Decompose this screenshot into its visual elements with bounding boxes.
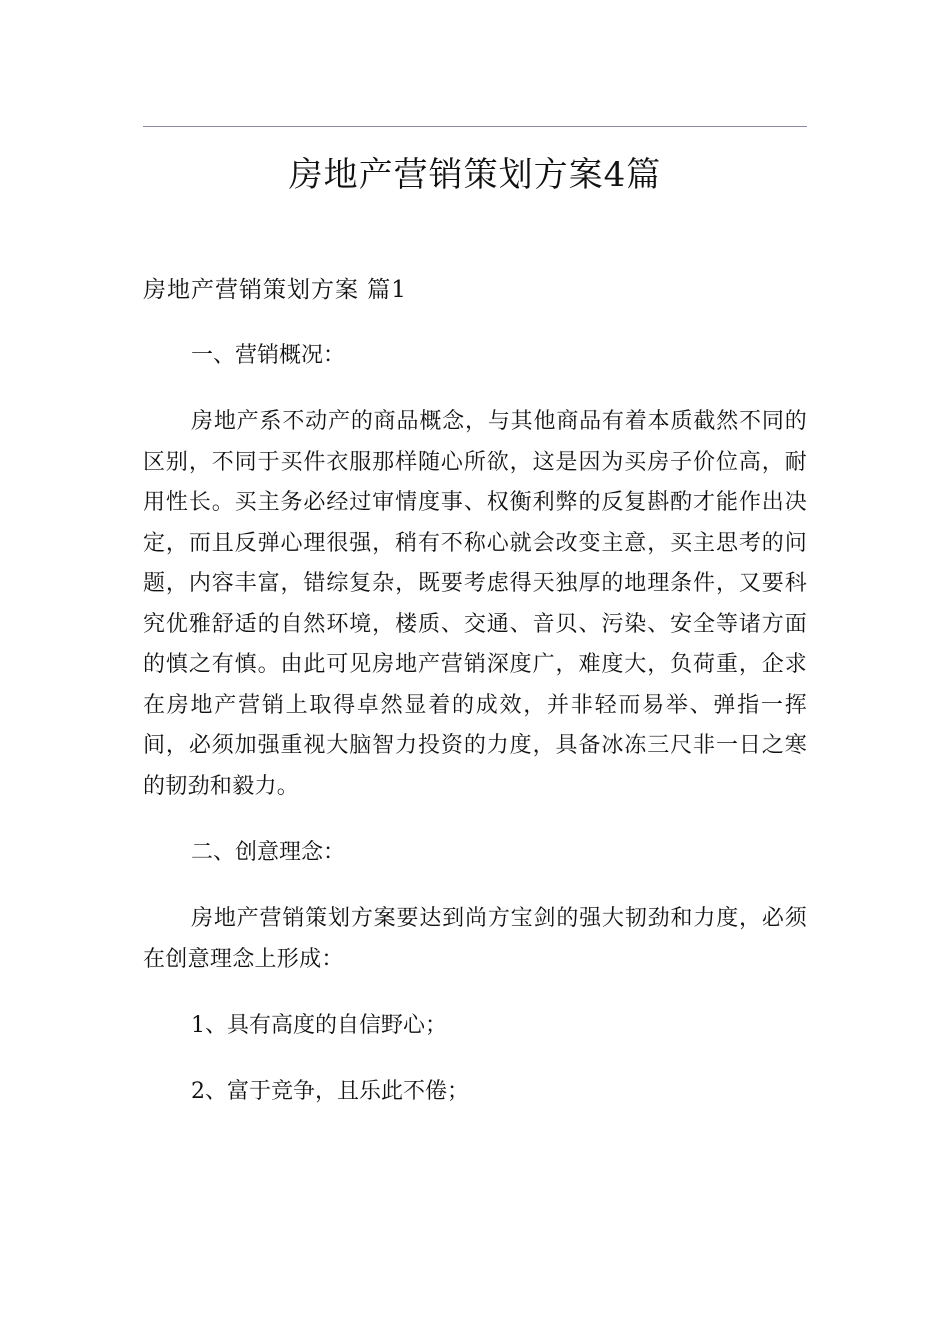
list-item-1: 1、具有高度的自信野心； <box>191 1013 447 1038</box>
list-item-2: 2、富于竞争，且乐此不倦； <box>191 1079 469 1104</box>
heading-marketing-overview: 一、营销概况： <box>191 343 346 368</box>
section-title: 房地产营销策划方案 篇1 <box>143 277 407 303</box>
header-rule <box>143 126 807 127</box>
paragraph-overview: 房地产系不动产的商品概念，与其他商品有着本质截然不同的区别，不同于买件衣服那样随心所欲，这是因为买房子价位高，耐用性长。买主务必经过审情度事、权衡利弊的反复斟酌才能作出决定，而且反弹心理很强，稍有不称心就会改变主意，买主思考的问题，内容丰富，错综复杂，既要考虑得天独厚的地理条件，又要科究优雅舒适的自然环境，楼质、交通、音贝、污染、安全等诸方面的慎之有慎。由此可见房地产营销深度广，难度大，负荷重，企求在房地产营销上取得卓然显着的成效，并非轻而易举、弹指一挥间，必须加强重视大脑智力投资的力度，具备冰冻三尺非一日之寒的韧劲和毅力。 <box>143 409 807 799</box>
document-title: 房地产营销策划方案4篇 <box>288 155 662 195</box>
paragraph-creative-concept: 房地产营销策划方案要达到尚方宝剑的强大韧劲和力度，必须在创意理念上形成： <box>143 906 807 972</box>
document-body <box>143 270 807 1138</box>
heading-creative-concept: 二、创意理念： <box>191 840 346 865</box>
